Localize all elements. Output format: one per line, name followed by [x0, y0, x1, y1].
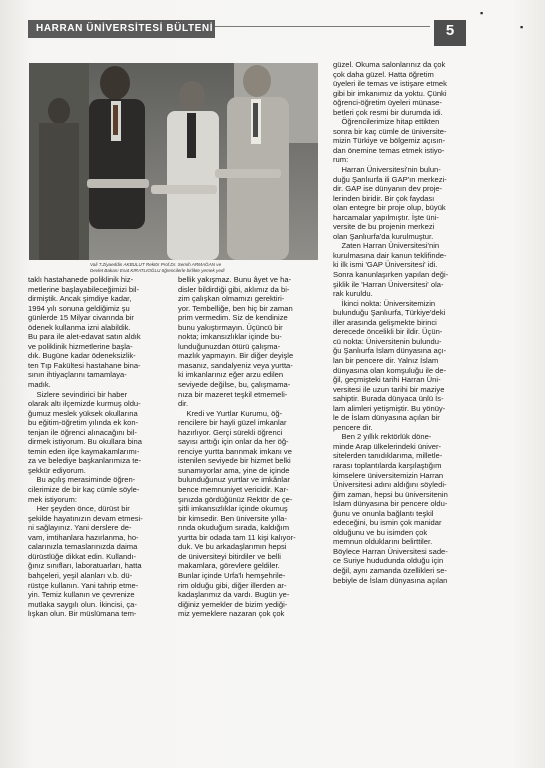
article-text-line: betleri çok resmi bir durumda idi.	[333, 107, 443, 117]
article-text-line: dürüstlüğe dikkat edin. Kullandı-	[28, 551, 137, 561]
article-text-line: ğınız sınıfları, laboratuarları, hatta	[28, 561, 142, 571]
article-text-line: 1994 yılı sonuna geldiğimiz şu	[28, 303, 130, 313]
ceremony-photo-graphic	[29, 63, 318, 260]
article-text-line: şiklik ile 'Harran Üniversitesi' ola-	[333, 279, 444, 289]
article-text-line: Harran Üniversitesi'nin bulun-	[333, 165, 441, 175]
article-text-line: çok daha güzel. Hatta öğretim	[333, 69, 434, 79]
article-text-line: rüstçe kullanın. Yani tahrip etme-	[28, 580, 139, 590]
article-text-line: versite de bu projenin merkezi	[333, 222, 435, 232]
article-text-line: dünyasına olan komşuluğu ile de-	[333, 365, 447, 375]
article-text-line: sunamıyorlar ama, yine de içinde	[178, 465, 290, 475]
bulletin-title: HARRAN ÜNİVERSİTESİ BÜLTENİ	[36, 23, 214, 34]
article-text-line: bunu yakıştırmayın. Üçüncü bir	[178, 322, 283, 332]
article-text-line: renciye yurtta barınmak imkanı ve	[178, 446, 292, 456]
article-text-line: bu eğitim-öğretim yılında ek kon-	[28, 418, 139, 428]
article-text-line: temin eden ilçe kaymakamlarımı-	[28, 446, 140, 456]
article-text-line: calarınızla temaslarınızda daima	[28, 542, 138, 552]
article-text-line: mazlık yapmayın. Bir diğer deyişle	[178, 351, 294, 361]
article-text-line: bellik yakışmaz. Bunu âyet ve ha-	[178, 275, 292, 284]
article-text-line: dir. GAP ise dünyanın dev proje-	[333, 184, 443, 194]
article-text-line: Kredi ve Yurtlar Kurumu, öğ-	[178, 408, 283, 418]
article-text-line: prim vermedim. Siz de kendinize	[178, 313, 288, 323]
article-text-line: olan entegre bir proje olup, büyük	[333, 203, 446, 213]
article-text-line: rarası toplantılarda karşılaştığım	[333, 460, 442, 470]
article-text-line: sayısı arttığı için onlar da her öğ-	[178, 437, 289, 447]
article-text-line: ödenek kullanma izni alabildik.	[28, 322, 131, 332]
article-text-line: yor. Tembelliğe, ben hiç bir zaman	[178, 303, 293, 313]
article-text-line: vam, imtihanlara hazırlanma, ho-	[28, 532, 139, 542]
article-text-line: Böylece Harran Üniversitesi sade-	[333, 546, 448, 556]
article-text-line: ğu Şanlıurfa İslam dünyasına açı-	[333, 346, 447, 356]
article-text-line: yin. Temiz kullanın ve çevrenize	[28, 590, 135, 600]
article-text-line: şınızda gördüğünüz Rektör de çe-	[178, 494, 293, 504]
article-text-line: nokta; imkansızlıklar içinde bu-	[178, 332, 282, 342]
article-text-line: mizin Türkiye ve bölgemiz açısın-	[333, 136, 446, 146]
article-text-line: cilerimize de bir kaç cümle söyle-	[28, 485, 140, 495]
article-text-line: günlerde 15 Milyar civarında bir	[28, 313, 134, 323]
article-text-line: zim çalışkan olmamızı gerektiri-	[178, 294, 285, 304]
scan-mark: ▪	[480, 8, 484, 18]
article-text-line: bence memnuniyet vericidir. Kar-	[178, 485, 289, 495]
article-text-line: şekkür ediyorum.	[28, 465, 86, 475]
article-text-line: za ve belediye başkanlarımıza te-	[28, 456, 142, 466]
article-text-line: lışkan olun. Bir müslümana tem-	[28, 609, 137, 619]
article-text-line: miz yemeklere nazaran çok çok	[178, 609, 285, 619]
article-text-line: sitelerden tanıdıklarıma, milletle-	[333, 451, 443, 461]
article-text-line: yurtta bir odada tam 11 kişi kalıyor-	[178, 532, 296, 542]
article-text-line: şitli imkansızlıklar içinde okumuş	[178, 504, 288, 514]
article-text-line: rencilere bir hayli güzel imkanlar	[178, 418, 287, 428]
article-column-1	[28, 275, 161, 619]
article-text-line: seviyede değilse, bu, çalışmama-	[178, 380, 291, 390]
article-text-line: olan Şanlıurfa'da kurulmuştur.	[333, 231, 434, 241]
article-text-line: bebiyle de İslam dünyasına açılan	[333, 575, 448, 585]
article-text-line: lunduğunuzdan ötürü çalışma-	[178, 341, 281, 351]
article-text-line: bir kimsedir. Ben üniversite yılla-	[178, 513, 287, 523]
article-text-line: bulunduğu Şanlıurfa, Türkiye'deki	[333, 308, 446, 318]
article-text-line: Üniversitesi adını aldığını söyledi-	[333, 480, 447, 490]
article-text-line: ki imkanlarınız eğer arzu edilen	[178, 370, 284, 380]
article-text-line: dir.	[178, 399, 189, 409]
article-text-line: sonra bir kaç cümle de üniversite-	[333, 126, 447, 136]
article-text-line: diğiniz yemekler de bizim yediği-	[178, 599, 288, 609]
article-text-line: hazırlıyor. Gerçi sürekli öğrenci	[178, 427, 283, 437]
article-text-line: ki ilk ismi 'GAP Üniversitesi' idi.	[333, 260, 438, 270]
article-text-line: Ben 2 yıllık rektörlük döne-	[333, 432, 432, 442]
article-text-line: edeceğini, bu ismin çok manidar	[333, 518, 442, 528]
article-text-line: olarak altı ilçemizde kurmuş oldu-	[28, 399, 141, 409]
article-text-line: ğunu ve onunla bağlantı teşkil	[333, 508, 434, 518]
header-rule	[215, 26, 430, 27]
article-text-line: ce Suriye hududunda olduğu için	[333, 556, 444, 566]
article-text-line: lerinden biridir. Bir çok faydası	[333, 193, 435, 203]
article-text-line: Bunlar içinde Urfa'lı hemşehrile-	[178, 570, 286, 580]
article-text-line: ten Tıp Fakültesi hastahane bina-	[28, 360, 141, 370]
article-text-line: değil, aynı zamanda özellikleri se-	[333, 565, 447, 575]
article-text-line: sının ihtiyaçlarını tamamlaya-	[28, 370, 127, 380]
article-text-line: kimselere üniversitemizin Harran	[333, 470, 444, 480]
article-text-line: ni sağlayınız. Yani derslere de-	[28, 523, 132, 533]
article-text-line: ve poliklinik hizmetlerine başla-	[28, 341, 133, 351]
article-text-line: Bu açılış merasiminde öğren-	[28, 475, 136, 485]
scan-mark: ▪	[520, 22, 524, 32]
article-text-line: lam alimleri yetişmiştir. Bu yönüy-	[333, 403, 446, 413]
article-text-line: memnun olduklarını belirttiler.	[333, 537, 433, 547]
article-text-line: kadaşlarımız da vardı. Bugün ye-	[178, 590, 290, 600]
article-text-line: kurulmasına dair kanun teklifinde-	[333, 250, 447, 260]
article-text-line: pencere dir.	[333, 422, 373, 432]
article-text-line: dirmek istiyorum. Bu okullara bina	[28, 437, 142, 447]
article-text-line: rim olduğu gibi, diğer illerden ar-	[178, 580, 287, 590]
article-text-line: taklı hastahanede poliklinik hiz-	[28, 275, 134, 284]
article-text-line: Bu para ile alet-edavat satın aldık	[28, 332, 141, 342]
article-text-line: rak kuruldu.	[333, 289, 373, 299]
ceremony-photo	[29, 63, 318, 260]
article-text-line: lan bir pencere dir. Yalnız İslam	[333, 355, 439, 365]
article-text-line: harcamalar yapılmıştır. İşte üni-	[333, 212, 439, 222]
article-text-line: ğumuz meslek yüksek okullarına	[28, 408, 138, 418]
article-text-line: nıza bir mazeret teşkil etmemeli-	[178, 389, 288, 399]
article-text-line: mek istiyorum:	[28, 494, 77, 504]
article-text-line: versitesi ile uzun tarihi bir maziye	[333, 384, 445, 394]
article-text-line: masanız, sandalyeniz veya yurtta-	[178, 360, 293, 370]
article-text-line: Sonra kanunlaşırken yapılan deği-	[333, 270, 449, 280]
article-text-line: madık.	[28, 380, 51, 390]
article-column-3	[333, 60, 470, 585]
article-text-line: bahçeleri, yeşil alanları v.b. dü-	[28, 570, 133, 580]
article-text-line: Zaten Harran Üniversitesi'nin	[333, 241, 440, 251]
article-text-line: Sizlere sevindirici bir haber	[28, 389, 128, 399]
photo-caption	[90, 262, 310, 274]
article-text-line: dık. Bugüne kadar ödeneksizlik-	[28, 351, 136, 361]
article-text-line: dan önemine temas etmek istiyo-	[333, 145, 445, 155]
article-text-line: duğu Şanlıurfa ili GAP'ın merkezi-	[333, 174, 447, 184]
article-text-line: cü nokta: Üniversitenin bulundu-	[333, 336, 442, 346]
article-text-line: gibi bir imkanımız da yoktu. Çünki	[333, 88, 447, 98]
article-text-line: derecede öncelikli bir ildir. Üçün-	[333, 327, 443, 337]
article-text-line: Her şeyden önce, dürüst bir	[28, 504, 130, 514]
page-number: 5	[445, 22, 455, 39]
article-text-line: bulunduğunuz yurtlar ve imkânlar	[178, 475, 290, 485]
article-text-line: İkinci nokta: Üniversitemizin	[333, 298, 436, 308]
article-text-line: güzel. Okuma salonlarınız da çok	[333, 60, 446, 69]
article-text-line: mutlaka saygılı olun. İkincisi, ça-	[28, 599, 137, 609]
article-text-line: dirmiştik. Ancak şimdiye kadar,	[28, 294, 132, 304]
article-text-line: makamlara, görevlere geldiler.	[178, 561, 280, 571]
article-text-line: ğil, geçmişteki tarihi Harran Üni-	[333, 375, 441, 385]
article-text-line: iller arasında gelişmekte birinci	[333, 317, 437, 327]
article-text-line: minde Arap ülkelerindeki üniver-	[333, 441, 442, 451]
article-text-line: ğim zaman, hepsi bu üniversitenin	[333, 489, 448, 499]
article-text-line: olduğunu ve bu isimden çok	[333, 527, 428, 537]
article-text-line: de üniversiteyi bitirdiler ve belli	[178, 551, 281, 561]
article-text-line: metlerine başlayabileceğimizi bil-	[28, 284, 139, 294]
article-text-line: sahiptir. Burada dünyaca ünlü İs-	[333, 394, 444, 404]
article-text-line: le de İslam dünyasına açılan bir	[333, 413, 440, 423]
article-column-2	[178, 275, 315, 619]
caption-line: Vali T.Ziyaeddin AKBULUT Rektör Prof.Dr. Semih ARMAĞAN ve	[90, 262, 222, 267]
article-text-line: istenilen seviyede bir hizmet belki	[178, 456, 291, 466]
article-text-line: şekilde hayatınızın devam etmesi-	[28, 513, 143, 523]
article-text-line: öğrenci-öğretim üyeleri münase-	[333, 98, 442, 108]
article-text-line: duk. Ve bu arkadaşlarımın hepsi	[178, 542, 287, 552]
article-text-line: üyeleri ile temas ve istişare etmek	[333, 79, 447, 89]
article-text-line: Öğrencilerimize hitap ettikten	[333, 117, 440, 127]
article-text-line: disler bildirdiği gibi, aklımız da bi-	[178, 284, 290, 294]
caption-line: Devlet Bakanı Esat KIRATLIOĞLU öğrencilerle birlikte yemek yedi	[90, 268, 225, 273]
article-text-line: rında okuduğum sırada, kaldığım	[178, 523, 290, 533]
article-text-line: İslam dünyasına bir pencere oldu-	[333, 499, 448, 509]
article-text-line: rum:	[333, 155, 349, 165]
article-text-line: tenjan ile öğrenci alınacağını bil-	[28, 427, 137, 437]
